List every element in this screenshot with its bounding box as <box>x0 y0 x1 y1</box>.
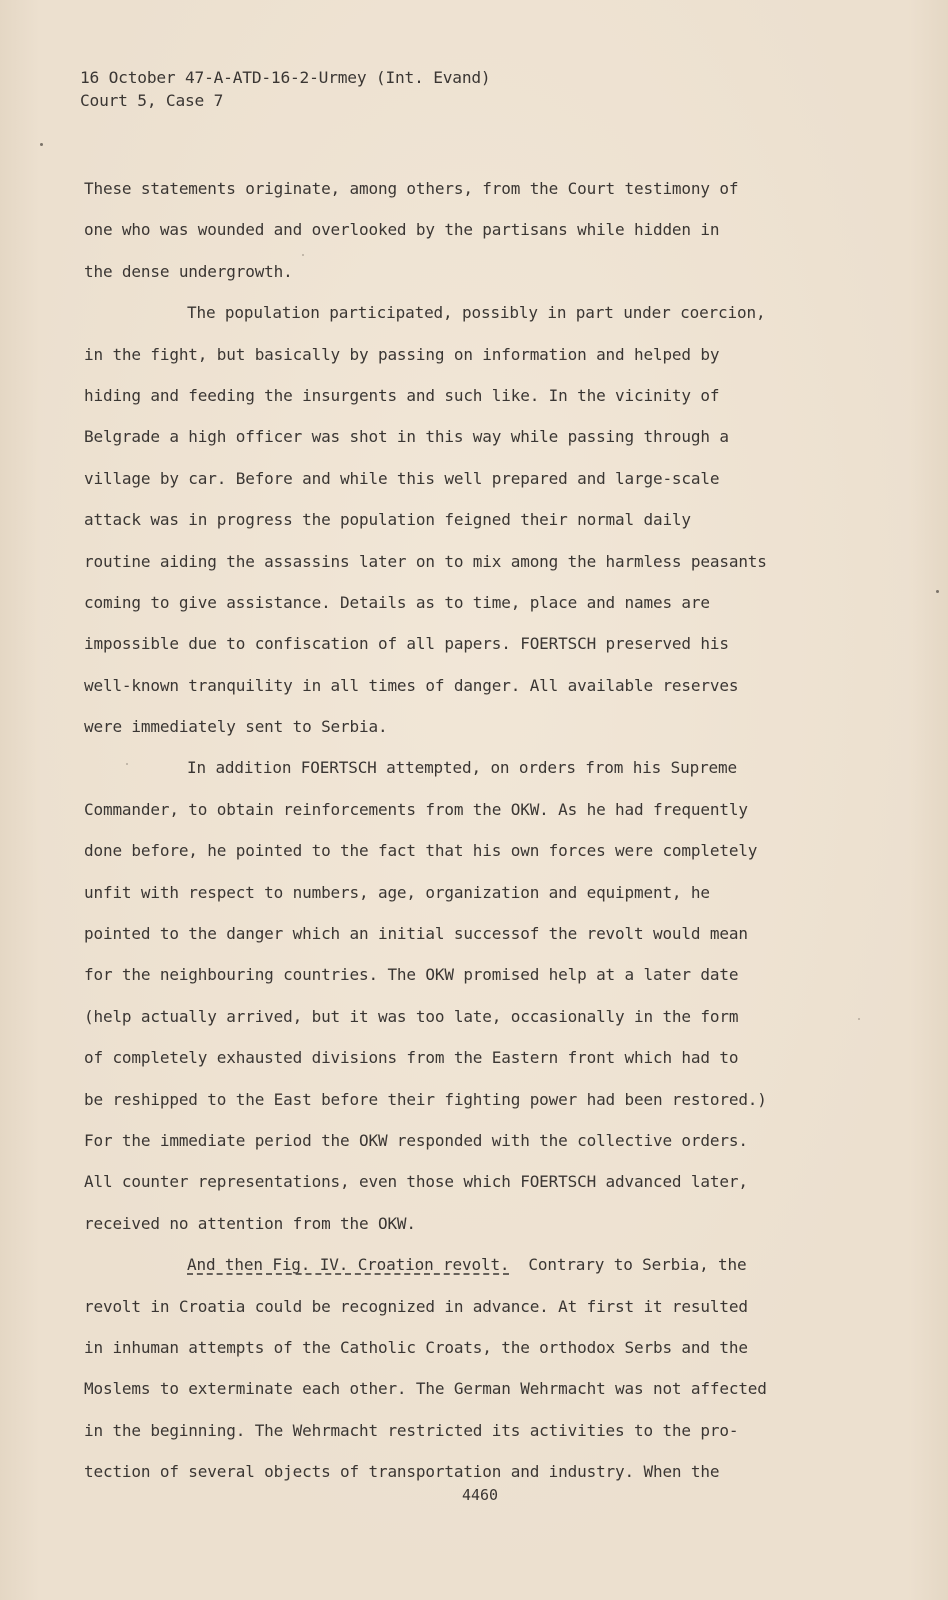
body-line-indented: In addition FOERTSCH attempted, on orders from his Supreme <box>187 758 738 778</box>
paper-speck <box>936 590 939 593</box>
body-line-continuation: Contrary to Serbia, the <box>509 1255 747 1275</box>
body-line: village by car. Before and while this well prepared and large-scale <box>84 468 720 488</box>
body-line: be reshipped to the East before their fighting power had been restored.) <box>84 1089 767 1109</box>
section-heading-underlined: And then Fig. IV. Croation revolt. <box>187 1255 510 1275</box>
body-line: in the fight, but basically by passing on information and helped by <box>84 344 720 364</box>
document-body <box>84 168 844 1493</box>
body-line: hiding and feeding the insurgents and such like. In the vicinity of <box>84 385 720 405</box>
body-line: were immediately sent to Serbia. <box>84 717 388 737</box>
body-line: coming to give assistance. Details as to time, place and names are <box>84 592 710 612</box>
paper-speck <box>126 763 128 765</box>
body-line-indented: The population participated, possibly in part under coercion, <box>187 303 766 323</box>
paper-speck <box>40 143 43 146</box>
body-line-indented <box>84 1244 844 1285</box>
body-line: in inhuman attempts of the Catholic Croats, the orthodox Serbs and the <box>84 1337 748 1357</box>
body-line: unfit with respect to numbers, age, organization and equipment, he <box>84 882 710 902</box>
body-line: done before, he pointed to the fact that his own forces were completely <box>84 841 758 861</box>
page-number: 4460 <box>461 1486 499 1504</box>
body-line: routine aiding the assassins later on to mix among the harmless peasants <box>84 551 767 571</box>
body-line: impossible due to confiscation of all papers. FOERTSCH preserved his <box>84 634 729 654</box>
body-line: in the beginning. The Wehrmacht restricted its activities to the pro- <box>84 1420 739 1440</box>
body-line: Commander, to obtain reinforcements from the OKW. As he had frequently <box>84 799 748 819</box>
body-line: tection of several objects of transportation and industry. When the <box>84 1462 720 1482</box>
body-line: for the neighbouring countries. The OKW promised help at a later date <box>84 965 739 985</box>
body-line: (help actually arrived, but it was too late, occasionally in the form <box>84 1006 739 1026</box>
header-reference-line: 16 October 47-A-ATD-16-2-Urmey (Int. Evand) <box>80 68 491 87</box>
body-line: the dense undergrowth. <box>84 261 293 281</box>
body-line: received no attention from the OKW. <box>84 1213 416 1233</box>
body-line: well-known tranquility in all times of danger. All available reserves <box>84 675 739 695</box>
body-line: pointed to the danger which an initial successof the revolt would mean <box>84 924 748 944</box>
paper-speck <box>858 1018 860 1020</box>
header-court-line: Court 5, Case 7 <box>80 91 224 110</box>
body-line: revolt in Croatia could be recognized in advance. At first it resulted <box>84 1296 748 1316</box>
document-header <box>80 66 490 112</box>
paper-speck <box>302 254 304 256</box>
body-line: Moslems to exterminate each other. The German Wehrmacht was not affected <box>84 1379 767 1399</box>
body-line: For the immediate period the OKW responded with the collective orders. <box>84 1130 748 1150</box>
body-line: attack was in progress the population feigned their normal daily <box>84 510 691 530</box>
body-line: one who was wounded and overlooked by the partisans while hidden in <box>84 220 720 240</box>
body-line: All counter representations, even those which FOERTSCH advanced later, <box>84 1172 748 1192</box>
body-line: These statements originate, among others, from the Court testimony of <box>84 179 739 198</box>
body-line: of completely exhausted divisions from the Eastern front which had to <box>84 1048 739 1068</box>
body-line: Belgrade a high officer was shot in this way while passing through a <box>84 427 729 447</box>
